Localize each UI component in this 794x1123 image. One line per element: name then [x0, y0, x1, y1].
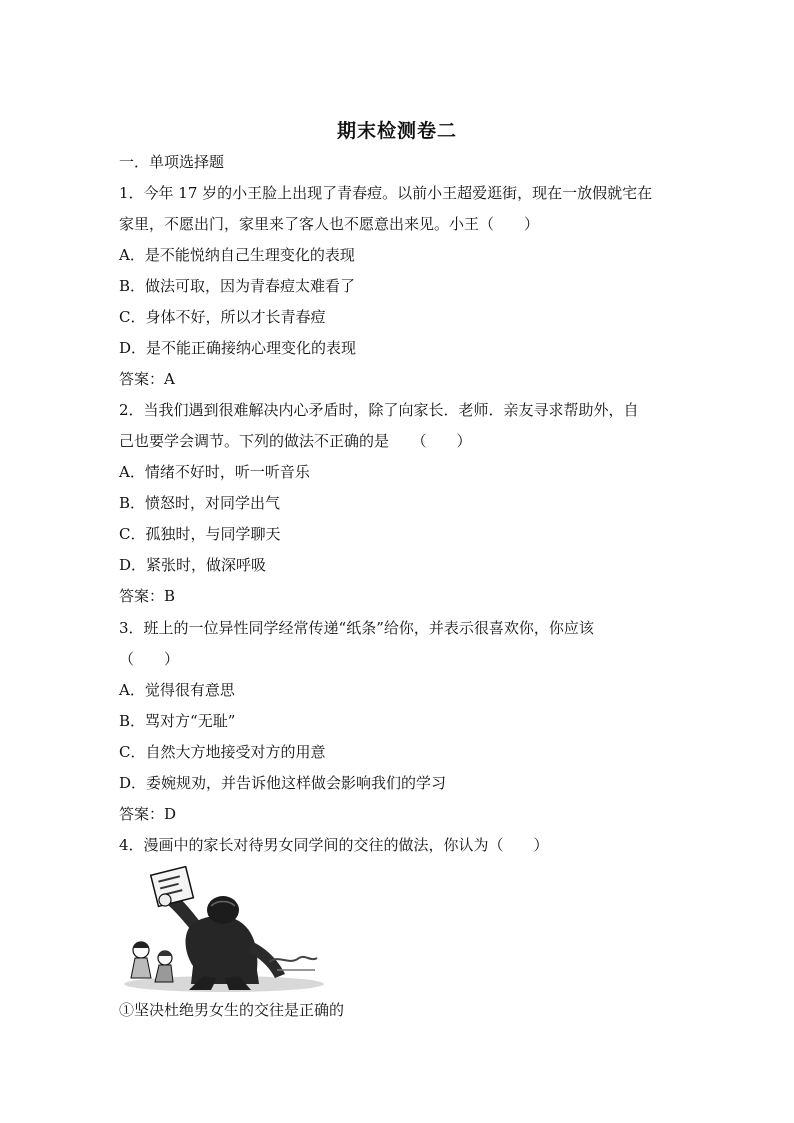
question-2-option-d: D．紧张时，做深呼吸	[119, 556, 267, 574]
question-2-stem-line-1: 2．当我们遇到很难解决内心矛盾时，除了向家长．老师．亲友寻求帮助外，自	[119, 401, 639, 419]
question-1-option-c: C．身体不好，所以才长青春痘	[119, 308, 326, 326]
question-1-stem-line-1: 1．今年 17 岁的小王脸上出现了青春痘。以前小王超爱逛街，现在一放假就宅在	[119, 184, 653, 202]
page-title: 期末检测卷二	[336, 120, 457, 142]
question-4-stem: 4．漫画中的家长对待男女同学间的交往的做法，你认为（ ）	[119, 836, 549, 854]
question-3-option-c: C．自然大方地接受对方的用意	[119, 743, 326, 761]
question-2-option-a: A．情绪不好时，听一听音乐	[119, 463, 310, 481]
question-1-option-d: D．是不能正确接纳心理变化的表现	[119, 339, 357, 357]
question-1-answer: 答案：A	[119, 370, 175, 388]
question-1-stem-line-2: 家里，不愿出门，家里来了客人也不愿意出来见。小王（ ）	[119, 215, 540, 233]
question-2-option-b: B．愤怒时，对同学出气	[119, 494, 281, 512]
question-3-stem-line-1: 3．班上的一位异性同学经常传递“纸条”给你，并表示很喜欢你，你应该	[119, 619, 594, 637]
cartoon-illustration	[119, 866, 329, 994]
question-3-stem-line-2: （ ）	[119, 650, 180, 668]
question-2-option-c: C．孤独时，与同学聊天	[119, 525, 281, 543]
question-1-option-a: A．是不能悦纳自己生理变化的表现	[119, 246, 355, 264]
question-3-option-b: B．骂对方“无耻”	[119, 712, 236, 730]
question-3-option-a: A．觉得很有意思	[119, 681, 235, 699]
question-4-statement-1: ①坚决杜绝男女生的交往是正确的	[119, 1001, 345, 1019]
section-heading: 一．单项选择题	[119, 153, 225, 171]
question-1-option-b: B．做法可取，因为青春痘太难看了	[119, 277, 356, 295]
question-3-option-d: D．委婉规劝，并告诉他这样做会影响我们的学习	[119, 774, 447, 792]
question-3-answer: 答案：D	[119, 805, 177, 823]
question-2-stem-line-2: 己也要学会调节。下列的做法不正确的是 （ ）	[119, 432, 472, 450]
question-2-answer: 答案：B	[119, 587, 176, 605]
